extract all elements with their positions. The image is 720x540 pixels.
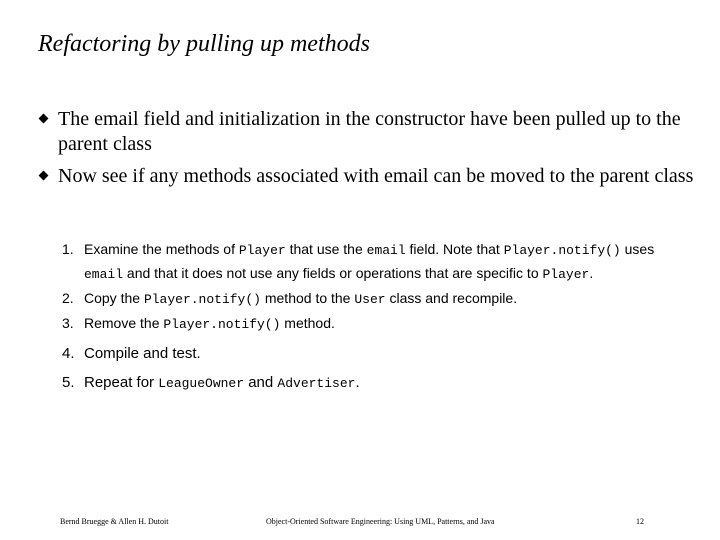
step-number: 5. <box>62 374 75 391</box>
footer-book-title: Object-Oriented Software Engineering: Using UML, Patterns, and Java <box>266 517 495 526</box>
code-ref: Player.notify() <box>143 292 261 307</box>
step-number: 4. <box>62 345 75 362</box>
step-1 <box>58 238 678 286</box>
step-text: . <box>589 265 594 281</box>
step-text: and that it does not use any fields or operations that are specific to <box>123 265 543 281</box>
step-number: 3. <box>62 315 74 331</box>
code-ref: email <box>366 243 406 258</box>
step-text: Copy the <box>84 290 144 306</box>
code-ref: User <box>354 292 386 307</box>
footer-page-number: 12 <box>636 517 644 526</box>
step-text: and <box>244 374 278 391</box>
step-text: . <box>355 374 360 391</box>
step-5 <box>58 372 678 395</box>
step-4 <box>58 343 678 365</box>
code-ref: email <box>84 267 124 282</box>
step-text: Compile and test. <box>84 345 201 362</box>
step-number: 2. <box>62 290 74 306</box>
code-ref: Player <box>542 267 590 282</box>
step-text: method to the <box>260 290 355 306</box>
code-ref: Advertiser <box>277 376 356 391</box>
refactoring-steps <box>58 238 678 396</box>
bullet-list <box>40 107 700 196</box>
slide-title: Refactoring by pulling up methods <box>38 31 370 57</box>
code-ref: LeagueOwner <box>158 376 245 391</box>
step-2 <box>58 287 678 311</box>
step-text: Remove the <box>84 315 164 331</box>
step-number: 1. <box>62 241 74 257</box>
bullet-item <box>40 164 700 189</box>
step-text: that use the <box>285 241 367 257</box>
step-text: method. <box>280 315 335 331</box>
code-ref: Player.notify() <box>163 317 281 332</box>
footer-authors: Bernd Bruegge & Allen H. Dutoit <box>60 517 169 526</box>
step-text: field. Note that <box>405 241 504 257</box>
step-3 <box>58 312 678 336</box>
diamond-bullet-icon <box>39 114 49 124</box>
code-ref: Player <box>238 243 286 258</box>
bullet-item <box>40 107 700 157</box>
step-text: class and recompile. <box>385 290 518 306</box>
step-text: Repeat for <box>84 374 159 391</box>
step-text: Examine the methods of <box>84 241 239 257</box>
code-ref: Player.notify() <box>503 243 621 258</box>
step-text: uses <box>620 241 655 257</box>
bullet-text: Now see if any methods associated with email can be moved to the parent class <box>58 165 694 187</box>
diamond-bullet-icon <box>39 171 49 181</box>
bullet-text: The email field and initialization in the constructor have been pulled up to the parent class <box>58 108 681 155</box>
